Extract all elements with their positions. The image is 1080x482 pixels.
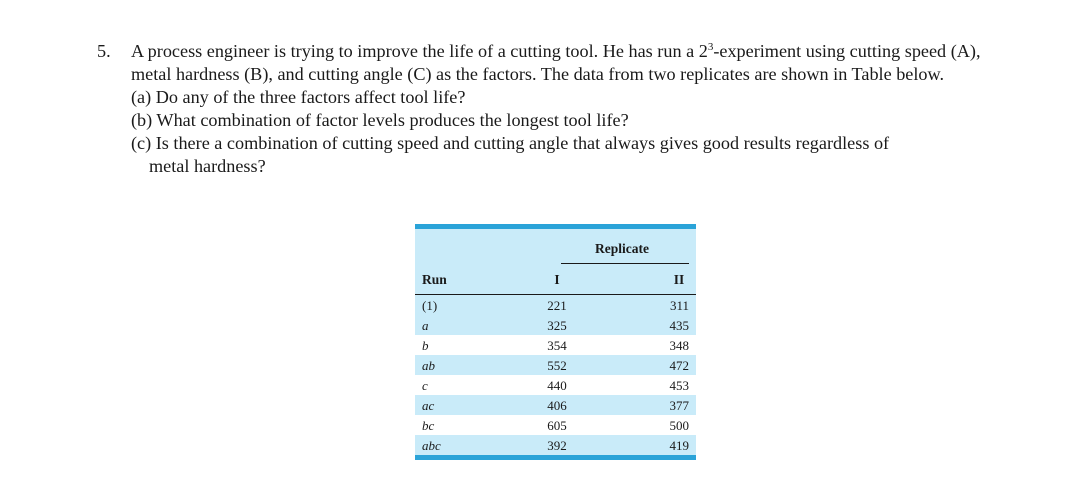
table-row <box>415 315 696 335</box>
row-value-i: 406 <box>547 398 567 413</box>
row-value-i: 354 <box>547 338 567 353</box>
row-run: c <box>422 378 428 393</box>
data-table <box>415 224 696 460</box>
table-row <box>415 415 696 435</box>
part-c-continued: metal hardness? <box>149 156 266 176</box>
row-value-ii: 377 <box>669 398 689 413</box>
column-header-ii: II <box>673 272 685 287</box>
row-value-i: 221 <box>547 298 567 313</box>
row-run: b <box>422 338 429 353</box>
part-b: (b) What combination of factor levels produces the longest tool life? <box>131 110 629 130</box>
table-bottom-bar <box>415 455 696 460</box>
column-header-run: Run <box>422 272 447 287</box>
table-row <box>415 335 696 355</box>
replicate-header: Replicate <box>595 241 649 256</box>
row-value-i: 552 <box>547 358 567 373</box>
intro-text-1: A process engineer is trying to improve the life of a cutting tool. He has run a 2 <box>131 41 708 61</box>
table-row <box>415 435 696 455</box>
row-run: (1) <box>422 298 438 313</box>
table-row <box>415 375 696 395</box>
intro-text-2: -experiment using cutting speed (A), metal hardness (B), and cutting angle (C) as the factors. The data from two replicates are shown in Table below. <box>131 41 981 84</box>
column-header-i: I <box>554 272 560 287</box>
row-value-i: 325 <box>547 318 567 333</box>
row-value-ii: 311 <box>669 298 689 313</box>
row-value-ii: 435 <box>669 318 689 333</box>
row-value-ii: 419 <box>669 438 689 453</box>
row-value-ii: 348 <box>669 338 689 353</box>
row-value-ii: 453 <box>669 378 689 393</box>
row-run: ab <box>422 358 435 373</box>
exponent: 3 <box>707 41 714 53</box>
problem-statement <box>97 40 997 178</box>
row-run: a <box>422 318 429 333</box>
row-run: ac <box>422 398 435 413</box>
row-value-i: 392 <box>547 438 567 453</box>
row-value-ii: 472 <box>669 358 689 373</box>
table-row <box>415 355 696 375</box>
table-row <box>415 395 696 415</box>
replicate-rule <box>561 263 689 264</box>
table-row <box>415 295 696 315</box>
part-a: (a) Do any of the three factors affect tool life? <box>131 87 466 107</box>
row-value-ii: 500 <box>669 418 689 433</box>
row-run: bc <box>422 418 435 433</box>
row-run: abc <box>422 438 441 453</box>
row-value-i: 605 <box>547 418 567 433</box>
table-header <box>415 229 696 294</box>
part-c: (c) Is there a combination of cutting speed and cutting angle that always gives good results regardless of <box>131 133 890 153</box>
problem-intro <box>131 40 997 86</box>
question-parts <box>131 86 997 178</box>
question-number: 5. <box>97 41 111 61</box>
row-value-i: 440 <box>547 378 567 393</box>
